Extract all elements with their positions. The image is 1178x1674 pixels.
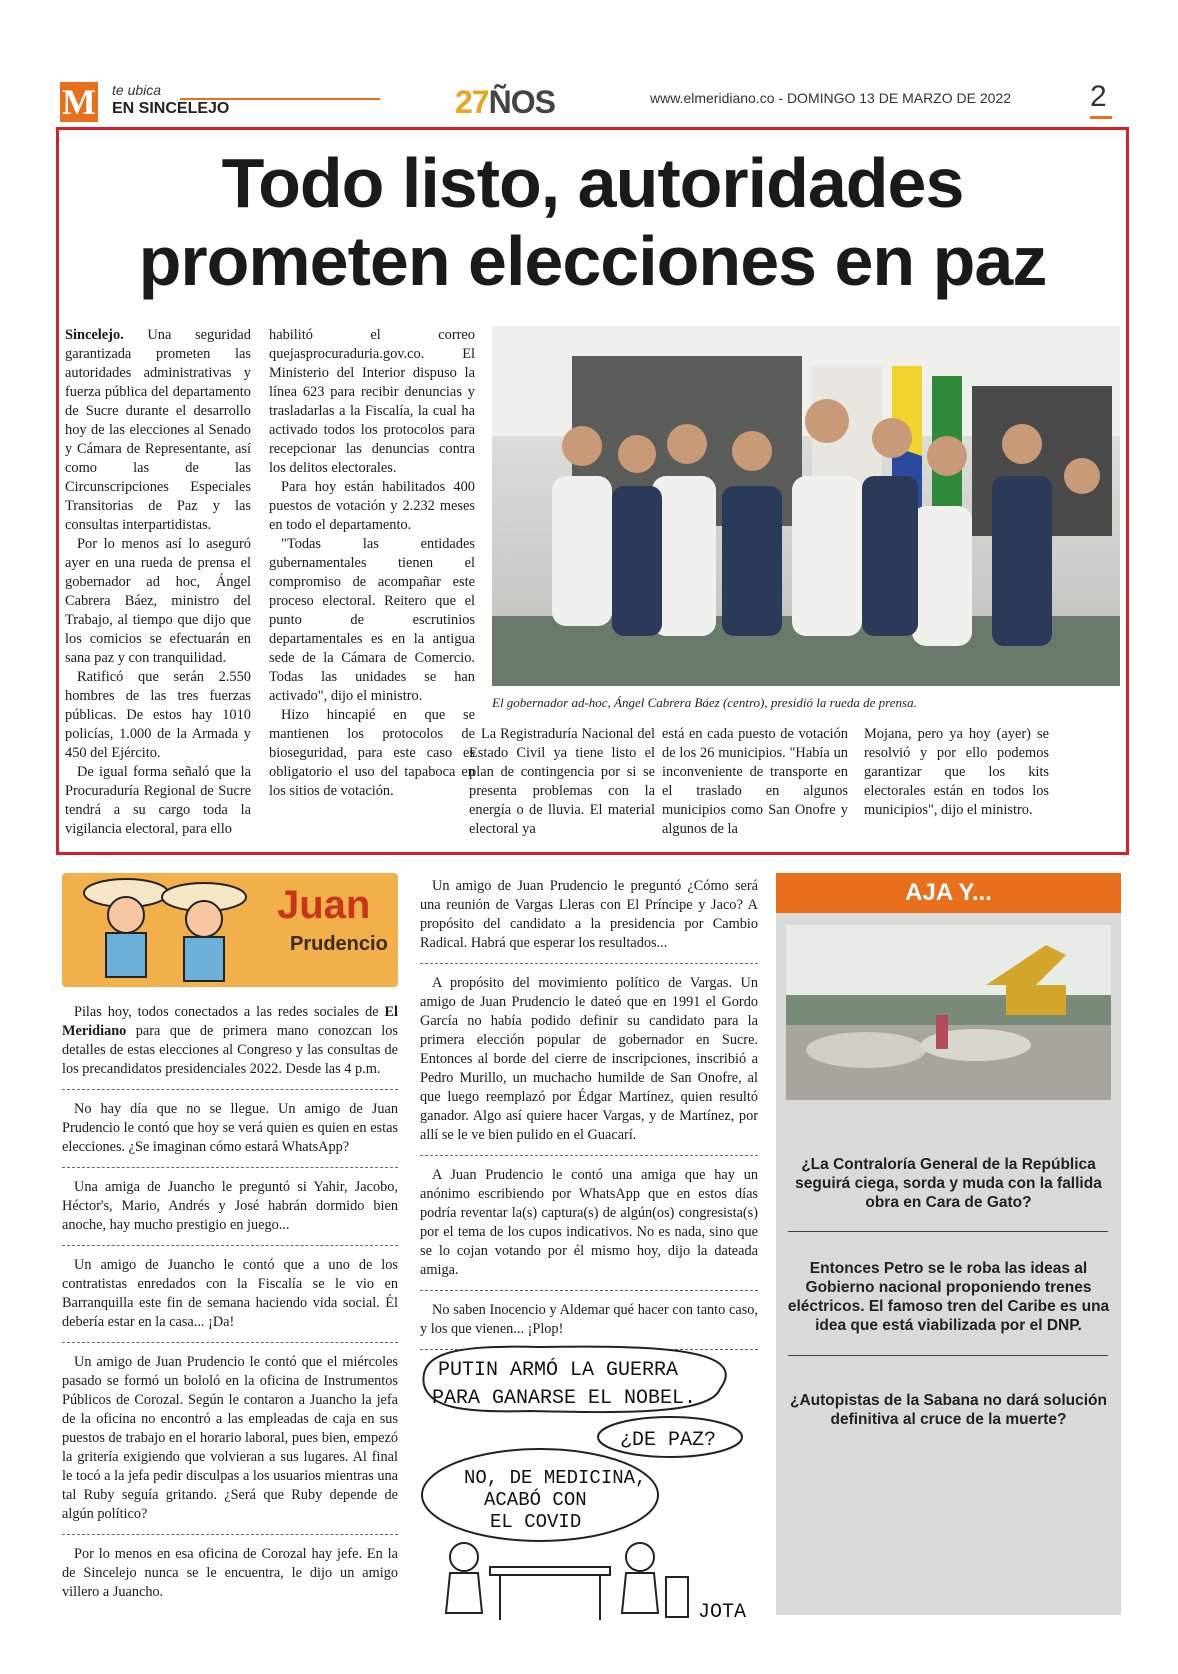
cartoon-text: ACABÓ CON <box>484 1489 587 1511</box>
divider <box>788 1231 1108 1232</box>
juan-prudencio-banner <box>62 873 398 987</box>
juan-item: Pilas hoy, todos conectados a las redes sociales de El Meridiano para que de primera mano conozcan los detalles de estas elecciones al Congreso y las consultas de los precandidatos presidenciales 2022. Desde las 4 p.m. <box>62 1004 398 1077</box>
main-story <box>56 127 1129 855</box>
divider <box>420 1290 758 1291</box>
juan-item: Un amigo de Juan Prudencio le preguntó ¿Cómo será una reunión de Vargas Lleras con El Príncipe y Jaco? A propósito del candidato a la presidencia por Cambio Radical. Habrá que esperar los resultados... <box>420 878 758 951</box>
editorial-cartoon <box>420 1345 760 1625</box>
juan-item: No hay día que no se llegue. Un amigo de Juan Prudencio le contó que hoy se verá quien es quien en estas elecciones. ¿Se imaginan cómo estará WhatsApp? <box>62 1101 398 1155</box>
story-paragraph: De igual forma señaló que la Procuraduría Regional de Sucre tendrá a su cargo toda la vigilancia electoral, para ello <box>65 764 251 837</box>
juan-item: No saben Inocencio y Aldemar qué hacer con tanto caso, y los que vienen... ¡Plop! <box>420 1302 758 1337</box>
story-column-1 <box>65 326 251 839</box>
aja-y-sidebar <box>776 873 1121 1615</box>
story-paragraph: Por lo menos así lo aseguró ayer en una rueda de prensa el gobernador ad hoc, Ángel Cabrera Báez, ministro del Trabajo, al tiempo que dijo que los comicios se efectuarán en sana paz y con tranquilidad. <box>65 536 251 666</box>
cartoon-text: PUTIN ARMÓ LA GUERRA <box>438 1359 679 1382</box>
divider <box>62 1245 398 1246</box>
cartoon-text: PARA GANARSE EL NOBEL. <box>432 1387 697 1410</box>
divider <box>62 1089 398 1090</box>
divider <box>62 1534 398 1535</box>
cartoon-text: ¿DE PAZ? <box>620 1429 717 1452</box>
divider <box>62 1167 398 1168</box>
juan-title: Juan <box>277 883 371 927</box>
juan-item: A propósito del movimiento político de Vargas. Un amigo de Juan Prudencio le dateó que en 1991 el Gordo García no había podido definir su candidato para la primera elección popular de gobernador en Sucre. Entonces al borde del cierre de inscripciones, inscribió a Pedro Murillo, un muchacho humilde de San Onofre, al que luego reemplazó por Édgar Martínez, quien resultó ganador. Algo así quiere hacer Vargas, y de Martínez, por allí se le ve bien pulido en el Guacarí. <box>420 975 758 1143</box>
story-column-5 <box>864 725 1049 820</box>
juan-subtitle: Prudencio <box>290 933 388 955</box>
cartoon-text: EL COVID <box>490 1511 582 1533</box>
divider <box>62 1342 398 1343</box>
story-paragraph: está en cada puesto de votación de los 26 municipios. "Había un inconveniente de transporte en el traslado en algunos municipios como San Onofre y algunos de la <box>662 726 848 837</box>
page-number: 2 <box>1090 80 1107 113</box>
juan-item: Un amigo de Juancho le contó que a uno de los contratistas enredados con la Fiscalía se le vio en Barranquilla este fin de semana haciendo vida social. Él debería estar en la casa... ¡Da! <box>62 1257 398 1330</box>
story-paragraph: Para hoy están habilitados 400 puestos de votación y 2.232 meses en todo el departamento. <box>269 479 475 533</box>
meridiano-logo: M <box>60 82 98 122</box>
story-paragraph: habilitó el correo quejasprocuraduria.gov.co. El Ministerio del Interior dispuso la línea 623 para recibir denuncias y trasladarlas a la Fiscalía, la cual ha activado todos los protocolos para recepcionar las denuncias contra los delitos electorales. <box>269 327 475 476</box>
story-paragraph: Mojana, pero ya hoy (ayer) se resolvió y por ello podemos garantizar que los kits electorales están en todos los municipios", dijo el ministro. <box>864 726 1049 818</box>
cartoon-text: NO, DE MEDICINA, <box>464 1467 647 1489</box>
dateline[interactable]: www.elmeridiano.co - DOMINGO 13 DE MARZO DE 2022 <box>650 90 1011 106</box>
divider <box>788 1355 1108 1356</box>
story-paragraph: "Todas las entidades gubernamentales tienen el compromiso de acompañar este proceso electoral. Reitero que el punto de escrutinios departamentales es en la antigua sede de la Cámara de Comercio. Todas las unidades se han activado", dijo el ministro. <box>269 536 475 704</box>
aja-title: AJA Y... <box>776 873 1121 913</box>
excavator-photo <box>786 925 1111 1100</box>
anniversary-logo: 27ÑOS <box>455 84 555 120</box>
section-name: EN SINCELEJO <box>112 100 230 117</box>
story-column-2 <box>269 326 475 801</box>
divider <box>420 1155 758 1156</box>
story-paragraph: Sincelejo. Una seguridad garantizada prometen las autoridades administrativas y fuerza pública del departamento de Sucre durante el desarrollo hoy de las elecciones al Senado y Cámara de Representante, así como las de las Circunscripciones Especiales Transitorias de Paz y las consultas interpartidistas. <box>65 327 251 533</box>
story-paragraph: Ratificó que serán 2.550 hombres de las tres fuerzas públicas. De estos hay 1010 policías, 1.000 de la Armada y 450 del Ejército. <box>65 669 251 761</box>
section-kicker: te ubica <box>112 82 162 98</box>
photo-caption: El gobernador ad-hoc, Ángel Cabrera Báez (centro), presidió la rueda de prensa. <box>492 695 917 710</box>
juan-item: Por lo menos en esa oficina de Corozal hay jefe. En la de Sincelejo nunca se le encuentra, le dijo un amigo villero a Juancho. <box>62 1546 398 1600</box>
divider <box>420 963 758 964</box>
story-paragraph: Hizo hincapié en que se mantienen los protocolos de bioseguridad, para este caso es obligatorio el uso del tapaboca en los sitios de votación. <box>269 707 475 799</box>
story-paragraph: La Registraduría Nacional del Estado Civil ya tiene listo el plan de contingencia por si se presenta problemas con la energía o de lluvia. El material electoral ya <box>469 726 655 837</box>
juan-item: Un amigo de Juan Prudencio le contó que el miércoles pasado se formó un bololó en la oficina de Instrumentos Públicos de Corozal. Según le contaron a Juancho la jefa de la oficina no encontró a las empleadas de caja en sus puestos de trabajo en el horario laboral, pues bien, empezó la gritería exigiendo que volvieran a sus lugares. Al final le tocó a la jefa pedir disculpas a los usuarios mientras una tal Ruby seguía gritando. ¿Será que Ruby depende de algún político? <box>62 1354 398 1522</box>
juan-prudencio-illustration <box>62 873 262 987</box>
juan-column-left <box>62 1003 398 1602</box>
aja-item-autopistas: ¿Autopistas de la Sabana no dará solución definitiva al cruce de la muerte? <box>790 1392 1107 1428</box>
page-header <box>60 80 1120 124</box>
page-number-rule <box>1090 116 1112 119</box>
juan-column-right <box>420 877 758 1360</box>
story-column-4 <box>662 725 848 839</box>
aja-item-contraloria: ¿La Contraloría General de la República seguirá ciega, sorda y muda con la fallida obra en Cara de Gato? <box>795 1156 1102 1211</box>
cartoon-signature: JOTA <box>698 1601 747 1624</box>
juan-item: A Juan Prudencio le contó una amiga que hay un anónimo escribiendo por WhatsApp que en estos días podría reventar la(s) captura(s) de algún(os) congresista(s) por el tema de los cupos indicativos. No es nada, sino que se lo cojan votando por él mismo hoy, dijo la dateada amiga. <box>420 1167 758 1278</box>
juan-item: Una amiga de Juancho le preguntó si Yahir, Jacobo, Héctor's, Mario, Andrés y José habrán dormido bien anoche, hay mucho prestigio en juego... <box>62 1179 398 1233</box>
story-column-3 <box>469 725 655 839</box>
story-headline: Todo listo, autoridades prometen elecciones en paz <box>138 144 1047 300</box>
aja-item-petro: Entonces Petro se le roba las ideas al Gobierno nacional proponiendo trenes eléctricos. El famoso tren del Caribe es una idea que está viabilizada por el DNP. <box>787 1260 1110 1334</box>
press-conference-photo <box>492 326 1120 686</box>
